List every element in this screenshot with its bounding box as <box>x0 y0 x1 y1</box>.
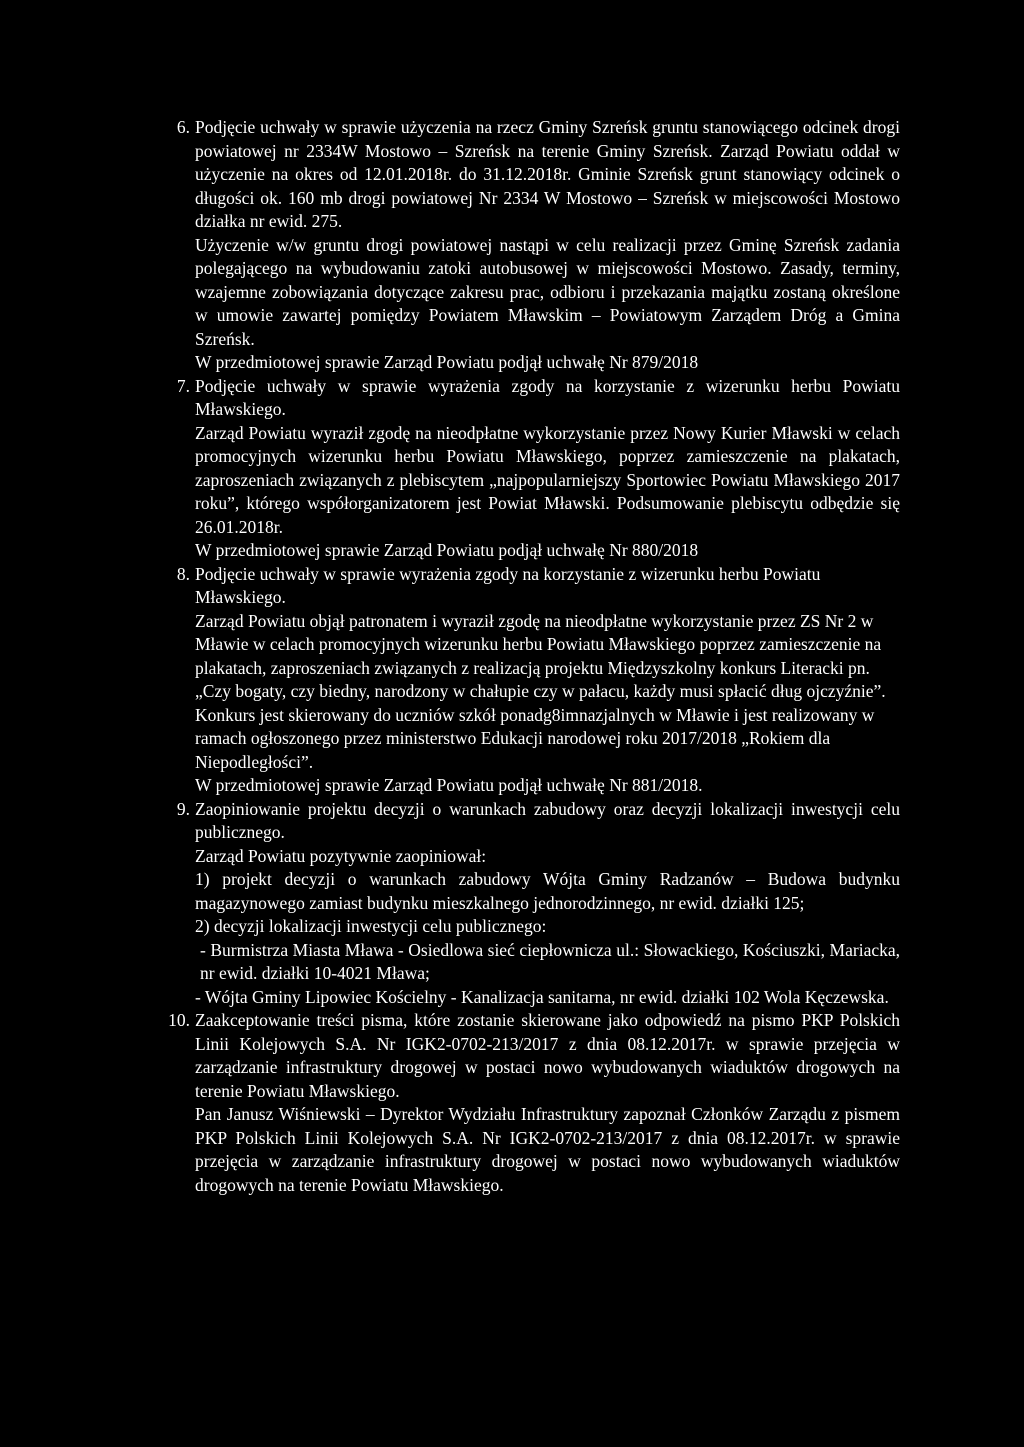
item-number: 8. <box>176 563 190 584</box>
item-9-dash-2: - Wójta Gminy Lipowiec Kościelny - Kanalizacja sanitarna, nr ewid. działki 102 Wola Kęczewska. <box>195 986 889 1007</box>
item-10-title: Zaakceptowanie treści pisma, które zostanie skierowane jako odpowiedź na pismo PKP Polskich Linii Kolejowych S.A. Nr IGK2-0702-213/2017 z dnia 08.12.2017r. w sprawie przejęcia w zarządzanie infrastruktury drogowej w postaci nowo wybudowanych wiaduktów drogowych na terenie Powiatu Mławskiego. <box>195 1010 900 1101</box>
item-number: 10. <box>168 1010 190 1030</box>
item-9-intro: Zarząd Powiatu pozytywnie zaopiniował: <box>195 845 487 866</box>
item-9-point-2: 2) decyzji lokalizacji inwestycji celu publicznego: <box>195 916 547 936</box>
item-9-dash-1: - Burmistrza Miasta Mława - Osiedlowa sieć ciepłownicza ul.: Słowackiego, Kościuszki, Mariacka, nr ewid. działki 10-4021 Mława; <box>200 939 900 983</box>
item-8-resolution: W przedmiotowej sprawie Zarząd Powiatu podjął uchwałę Nr 881/2018. <box>195 775 703 795</box>
item-7-title: Podjęcie uchwały w sprawie wyrażenia zgody na korzystanie z wizerunku herbu Powiatu Mławskiego. <box>195 375 900 419</box>
list-item-8 <box>160 563 900 798</box>
list-item-9 <box>160 798 900 1010</box>
item-9-point-1: 1) projekt decyzji o warunkach zabudowy Wójta Gminy Radzanów – Budowa budynku magazynowego zamiast budynku mieszkalnego jednorodzinnego, nr ewid. działki 125; <box>195 869 900 913</box>
list-item-10 <box>160 1009 900 1197</box>
item-number: 7. <box>176 375 190 396</box>
item-6-body: Użyczenie w/w gruntu drogi powiatowej nastąpi w celu realizacji przez Gminę Szreńsk zadania polegającego na wybudowaniu zatoki autobusowej w miejscowości Mostowo. Zasady, terminy, wzajemne zobowiązania dotyczące zakresu prac, odbioru i przekazania majątku zostaną określone w umowie zawartej pomiędzy Powiatem Mławskim – Powiatowym Zarządem Dróg a Gmina Szreńsk. <box>195 234 900 349</box>
item-number: 9. <box>176 798 190 819</box>
item-8-title: Podjęcie uchwały w sprawie wyrażenia zgody na korzystanie z wizerunku herbu Powiatu Mławskiego. <box>195 563 821 607</box>
item-8-body: Zarząd Powiatu objął patronatem i wyraził zgodę na nieodpłatne wykorzystanie przez ZS Nr 2 w Mławie w celach promocyjnych wizerunku herbu Powiatu Mławskiego poprzez zamieszczenie na plakatach, zaproszeniach związanych z realizacją projektu Międzyszkolny konkurs Literacki pn. „Czy bogaty, czy biedny, narodzony w chałupie czy w pałacu, każdy musi spłacić dług ojczyźnie”. Konkurs jest skierowany do uczniów szkół ponadg8imnazjalnych w Mławie i jest realizowany w ramach ogłoszonego przez ministerstwo Edukacji narodowej roku 2017/2018 „Rokiem dla Niepodległości”. <box>195 610 886 772</box>
item-6-title: Podjęcie uchwały w sprawie użyczenia na rzecz Gminy Szreńsk gruntu stanowiącego odcinek drogi powiatowej nr 2334W Mostowo – Szreńsk na terenie Gminy Szreńsk. Zarząd Powiatu oddał w użyczenie na okres od 12.01.2018r. do 31.12.2018r. Gminie Szreńsk grunt stanowiący odcinek o długości ok. 160 mb drogi powiatowej Nr 2334 W Mostowo – Szreńsk w miejscowości Mostowo działka nr ewid. 275. <box>195 117 900 231</box>
item-9-title: Zaopiniowanie projektu decyzji o warunkach zabudowy oraz decyzji lokalizacji inwestycji celu publicznego. <box>195 798 900 842</box>
item-7-body: Zarząd Powiatu wyraził zgodę na nieodpłatne wykorzystanie przez Nowy Kurier Mławski w celach promocyjnych wizerunku herbu Powiatu Mławskiego, poprzez zamieszczenie na plakatach, zaproszeniach związanych z plebiscytem „najpopularniejszy Sportowiec Powiatu Mławskiego 2017 roku”, którego współorganizatorem jest Powiat Mławski. Podsumowanie plebiscytu odbędzie się 26.01.2018r. <box>195 422 900 537</box>
item-6-resolution: W przedmiotowej sprawie Zarząd Powiatu podjął uchwałę Nr 879/2018 <box>195 352 699 372</box>
list-item-6 <box>160 116 900 375</box>
item-number: 6. <box>176 117 190 137</box>
item-7-resolution: W przedmiotowej sprawie Zarząd Powiatu podjął uchwałę Nr 880/2018 <box>195 540 699 560</box>
list-item-7 <box>160 375 900 563</box>
document-page <box>160 116 900 1197</box>
item-10-body: Pan Janusz Wiśniewski – Dyrektor Wydziału Infrastruktury zapoznał Członków Zarządu z pismem PKP Polskich Linii Kolejowych S.A. Nr IGK2-0702-213/2017 z dnia 08.12.2017r. w sprawie przejęcia w zarządzanie infrastruktury drogowej w postaci nowo wybudowanych wiaduktów drogowych na terenie Powiatu Mławskiego. <box>195 1104 900 1195</box>
